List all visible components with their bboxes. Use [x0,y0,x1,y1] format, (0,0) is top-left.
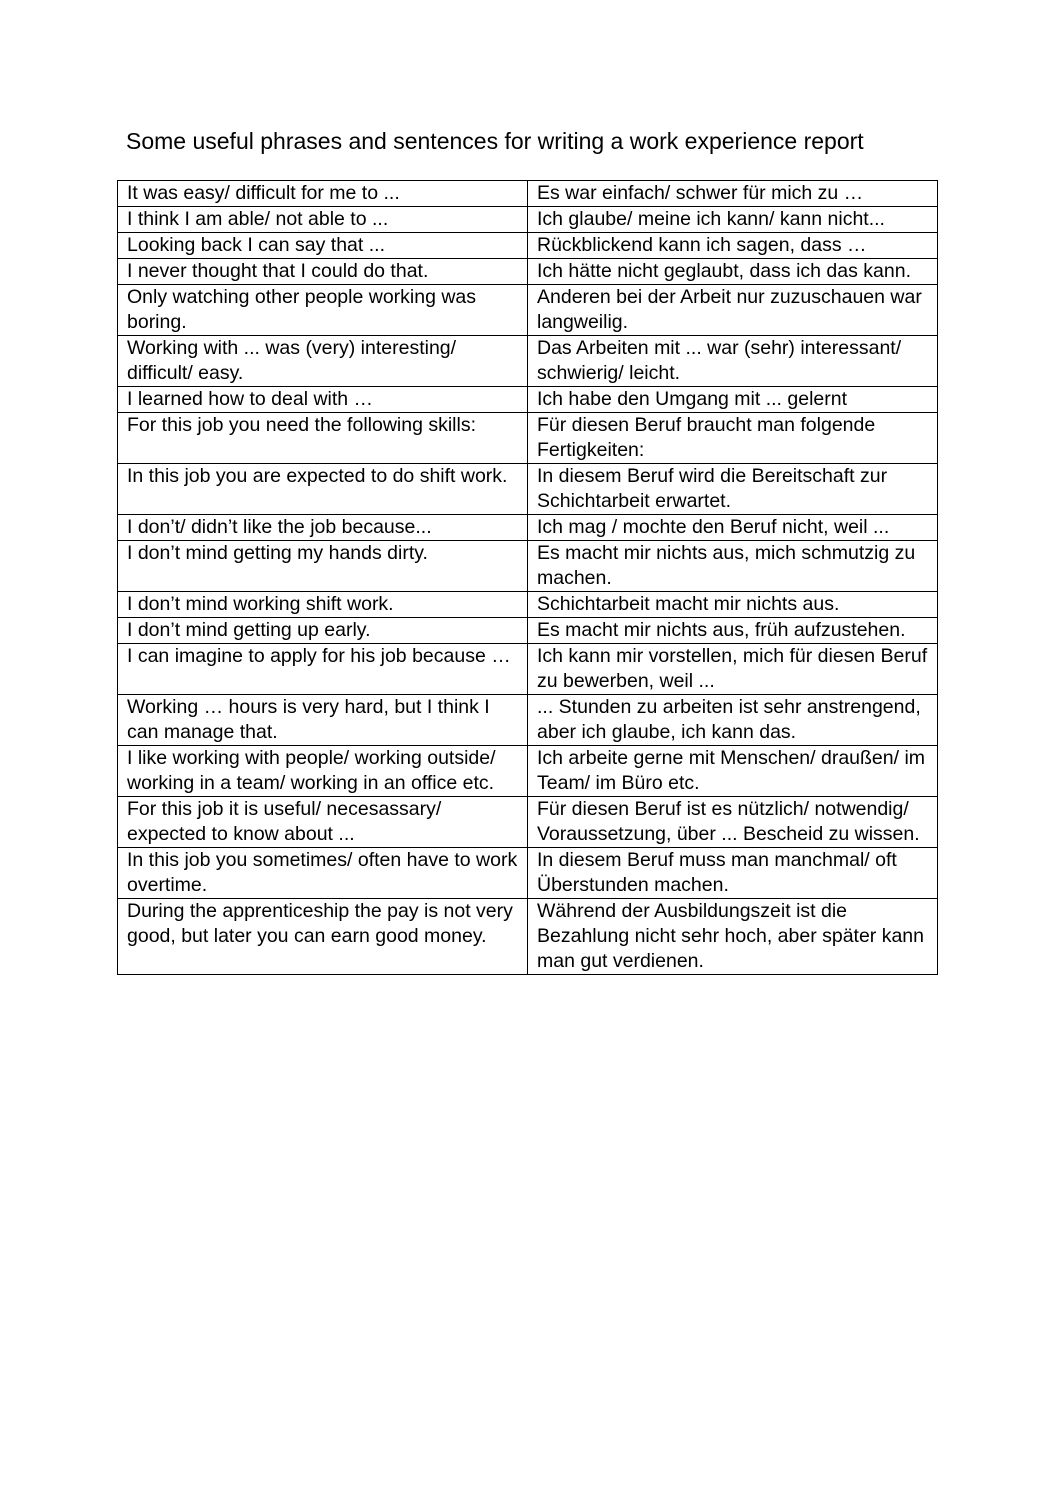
german-phrase-cell: Ich arbeite gerne mit Menschen/ draußen/ im Team/ im Büro etc. [528,746,938,797]
english-phrase-cell: For this job it is useful/ necesassary/ expected to know about ... [118,797,528,848]
german-phrase-cell: Es macht mir nichts aus, mich schmutzig zu machen. [528,541,938,592]
german-phrase-cell: In diesem Beruf muss man manchmal/ oft Überstunden machen. [528,848,938,899]
table-row [118,233,938,259]
table-row [118,413,938,464]
german-phrase-cell: Es war einfach/ schwer für mich zu … [528,181,938,207]
german-phrase-cell: Ich kann mir vorstellen, mich für diesen Beruf zu bewerben, weil ... [528,644,938,695]
german-phrase-cell: Ich habe den Umgang mit ... gelernt [528,387,938,413]
table-row [118,541,938,592]
german-phrase-cell: Für diesen Beruf braucht man folgende Fertigkeiten: [528,413,938,464]
german-phrase-cell: Für diesen Beruf ist es nützlich/ notwendig/ Voraussetzung, über ... Bescheid zu wissen. [528,797,938,848]
english-phrase-cell: It was easy/ difficult for me to ... [118,181,528,207]
german-phrase-cell: In diesem Beruf wird die Bereitschaft zur Schichtarbeit erwartet. [528,464,938,515]
english-phrase-cell: I don’t mind getting my hands dirty. [118,541,528,592]
english-phrase-cell: Working with ... was (very) interesting/ difficult/ easy. [118,336,528,387]
german-phrase-cell: Ich glaube/ meine ich kann/ kann nicht... [528,207,938,233]
english-phrase-cell: Only watching other people working was boring. [118,285,528,336]
english-phrase-cell: In this job you are expected to do shift work. [118,464,528,515]
german-phrase-cell: Rückblickend kann ich sagen, dass … [528,233,938,259]
german-phrase-cell: Schichtarbeit macht mir nichts aus. [528,592,938,618]
german-phrase-cell: ... Stunden zu arbeiten ist sehr anstrengend, aber ich glaube, ich kann das. [528,695,938,746]
english-phrase-cell: I don’t/ didn’t like the job because... [118,515,528,541]
table-row [118,285,938,336]
table-row [118,181,938,207]
table-row [118,746,938,797]
table-row [118,464,938,515]
table-row [118,336,938,387]
table-row [118,207,938,233]
page-title: Some useful phrases and sentences for writing a work experience report [126,128,864,154]
german-phrase-cell: Das Arbeiten mit ... war (sehr) interessant/ schwierig/ leicht. [528,336,938,387]
english-phrase-cell: I never thought that I could do that. [118,259,528,285]
table-row [118,592,938,618]
english-phrase-cell: I like working with people/ working outside/ working in a team/ working in an office etc. [118,746,528,797]
german-phrase-cell: Ich hätte nicht geglaubt, dass ich das kann. [528,259,938,285]
english-phrase-cell: Working … hours is very hard, but I think I can manage that. [118,695,528,746]
table-row [118,797,938,848]
german-phrase-cell: Während der Ausbildungszeit ist die Bezahlung nicht sehr hoch, aber später kann man gut verdienen. [528,899,938,975]
phrase-table [117,180,938,975]
english-phrase-cell: I learned how to deal with … [118,387,528,413]
english-phrase-cell: During the apprenticeship the pay is not very good, but later you can earn good money. [118,899,528,975]
table-row [118,695,938,746]
german-phrase-cell: Anderen bei der Arbeit nur zuzuschauen war langweilig. [528,285,938,336]
table-row [118,644,938,695]
english-phrase-cell: I don’t mind getting up early. [118,618,528,644]
german-phrase-cell: Ich mag / mochte den Beruf nicht, weil ... [528,515,938,541]
table-row [118,259,938,285]
german-phrase-cell: Es macht mir nichts aus, früh aufzustehen. [528,618,938,644]
table-row [118,899,938,975]
table-row [118,515,938,541]
english-phrase-cell: I think I am able/ not able to ... [118,207,528,233]
english-phrase-cell: Looking back I can say that ... [118,233,528,259]
table-row [118,848,938,899]
english-phrase-cell: I don’t mind working shift work. [118,592,528,618]
table-row [118,618,938,644]
english-phrase-cell: I can imagine to apply for his job because … [118,644,528,695]
english-phrase-cell: In this job you sometimes/ often have to work overtime. [118,848,528,899]
phrase-table-body [118,181,938,975]
table-row [118,387,938,413]
english-phrase-cell: For this job you need the following skills: [118,413,528,464]
